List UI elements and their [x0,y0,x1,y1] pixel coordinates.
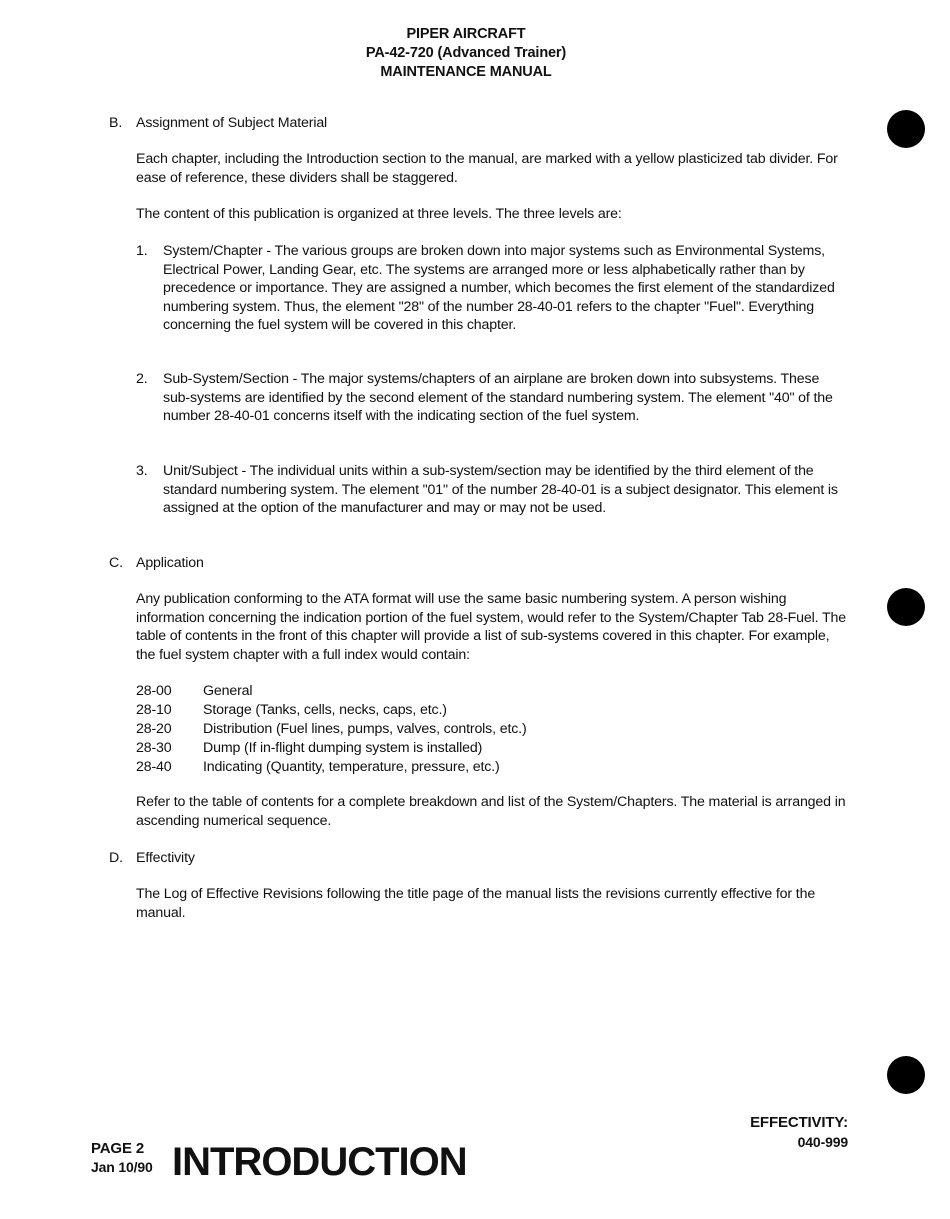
section-c-paragraph-2: Refer to the table of contents for a complete breakdown and list of the System/Chapters. The material is arranged in ascending numerical sequence. [136,794,846,829]
code-row [136,682,836,701]
code-row [136,720,836,739]
binder-hole-middle [887,588,925,626]
list-item-number: 1. [136,243,148,259]
section-c-heading [109,554,869,573]
list-item-text: Sub-System/Section - The major systems/chapters of an airplane are broken down into subsystems. These sub-systems are identified by the second element of the standard numbering system. The element "40" of the number 28-40-01 concerns itself with the indicating section of the fuel system. [163,371,833,425]
section-c-title: Application [136,555,204,571]
chapter-description: Storage (Tanks, cells, necks, caps, etc.) [203,702,447,718]
section-b-paragraph-2: The content of this publication is organized at three levels. The three levels are: [136,206,622,222]
header-manual-title: MAINTENANCE MANUAL [380,64,552,80]
chapter-description: Indicating (Quantity, temperature, pressure, etc.) [203,759,500,775]
section-b-letter: B. [109,115,123,131]
page-number: PAGE 2 [91,1140,145,1157]
revision-date: Jan 10/90 [91,1159,153,1175]
footer-chapter-title: INTRODUCTION [172,1140,467,1184]
header-model: PA-42-720 (Advanced Trainer) [365,45,567,61]
code-row [136,758,836,777]
document-header [0,25,932,82]
chapter-description: General [203,683,253,699]
chapter-description: Distribution (Fuel lines, pumps, valves, controls, etc.) [203,721,527,737]
chapter-description: Dump (If in-flight dumping system is installed) [203,740,483,756]
binder-hole-bottom [887,1056,925,1094]
section-d-paragraph-1: The Log of Effective Revisions following the title page of the manual lists the revisions currently effective for the manual. [136,886,816,921]
section-b-heading [109,114,869,133]
binder-hole-top [887,110,925,148]
chapter-code: 28-30 [136,740,172,756]
footer-effectivity [700,1113,848,1152]
chapter-code: 28-00 [136,683,172,699]
code-row [136,701,836,720]
list-item-text: Unit/Subject - The individual units within a sub-system/section may be identified by the third element of the standard numbering system. The element "01" of the number 28-40-01 is a subject designator. This element is assigned at the option of the manufacturer and may or may not be used. [163,463,838,517]
section-c-letter: C. [109,555,123,571]
header-company: PIPER AIRCRAFT [406,26,526,42]
section-d-heading [109,849,869,868]
list-item-number: 2. [136,371,148,387]
section-d-letter: D. [109,850,123,866]
section-d-title: Effectivity [136,850,195,866]
list-item-text: System/Chapter - The various groups are broken down into major systems such as Environmental Systems, Electrical Power, Landing Gear, etc. The systems are arranged more or less alphabetically rather than by precedence or importance. They are assigned a number, which becomes the first element of the standardized numbering system. Thus, the element "28" of the number 28-40-01 refers to the chapter "Fuel". Everything concerning the fuel system will be covered in this chapter. [163,243,835,334]
section-b-title: Assignment of Subject Material [136,115,328,131]
list-item-number: 3. [136,463,148,479]
section-c-paragraph-1: Any publication conforming to the ATA format will use the same basic numbering system. A person wishing information concerning the indication portion of the fuel system, would refer to the System/Chapter Tab 28-Fuel. The table of contents in the front of this chapter will provide a list of sub-systems covered in this chapter. For example, the fuel system chapter with a full index would contain: [136,591,846,663]
chapter-code: 28-40 [136,759,172,775]
effectivity-label: EFFECTIVITY: [750,1114,848,1131]
section-b-paragraph-1: Each chapter, including the Introduction section to the manual, are marked with a yellow plasticized tab divider. For ease of reference, these dividers shall be staggered. [136,151,838,186]
chapter-code: 28-20 [136,721,172,737]
chapter-code: 28-10 [136,702,172,718]
effectivity-value: 040-999 [797,1134,848,1150]
code-row [136,739,836,758]
